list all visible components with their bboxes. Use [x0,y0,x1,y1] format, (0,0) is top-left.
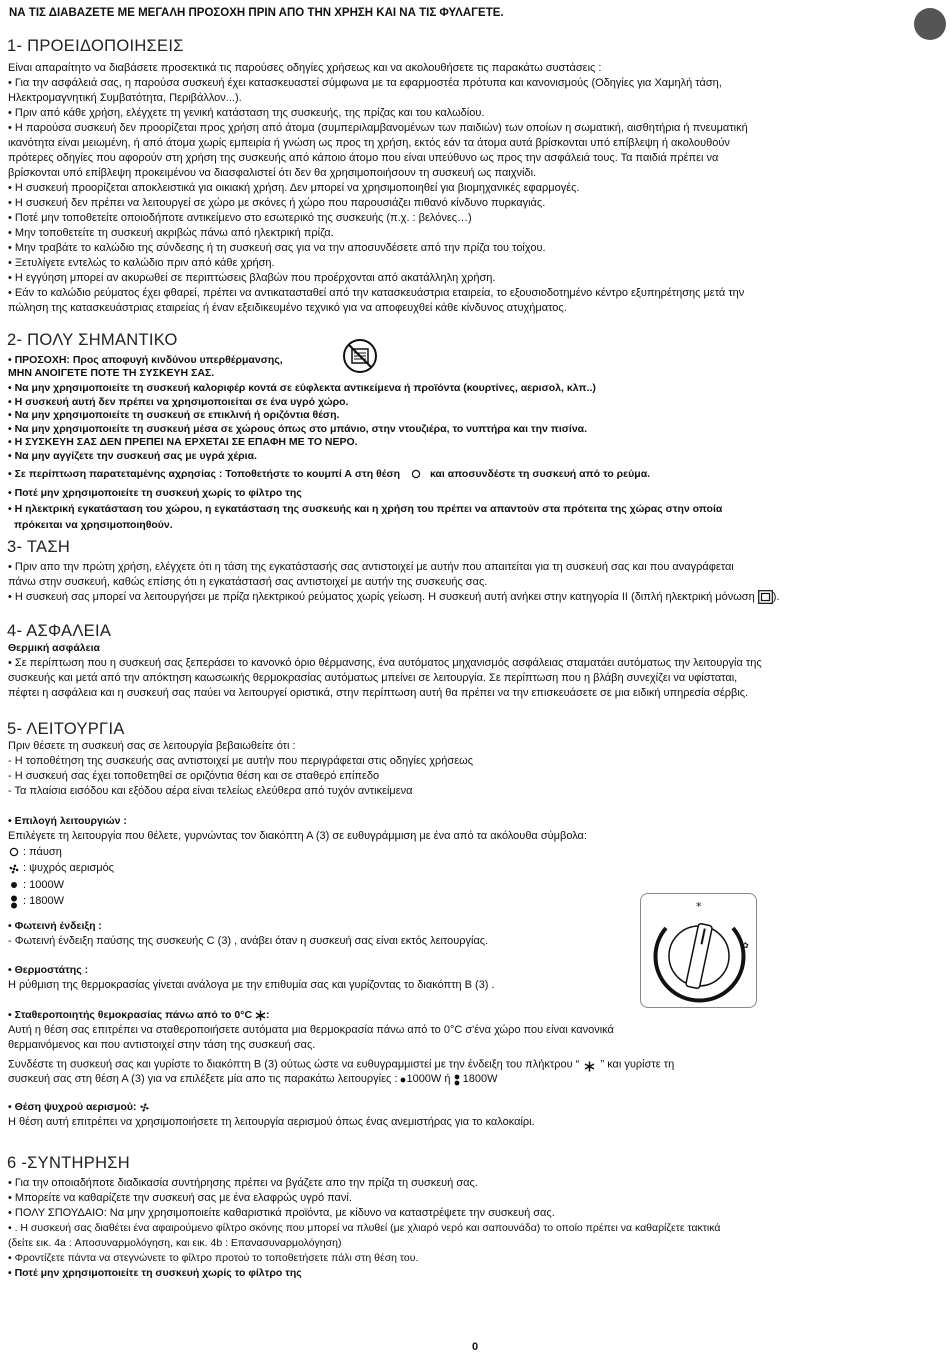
s6-line: • Ποτέ μην χρησιμοποιείτε τη συσκευή χωρίς το φίλτρο της [8,1267,302,1279]
s1-line: • Η συσκευή προορίζεται αποκλειστικά για οικιακή χρήση. Δεν μπορεί να χρησιμοποιηθεί για βιομηχανικές εφαρμογές. [8,182,580,194]
s3-text: • Η συσκευή σας μπορεί να λειτουργήσει με πρίζα ηλεκτρικού ρεύματος χωρίς γείωση. Η συσκευή αυτή ανήκει στην κατηγορία ΙΙ (διπλή ηλεκτρική μόνωση [8,591,755,603]
s6-line: • Φροντίζετε πάντα να στεγνώνετε το φίλτρο προτού το τοποθετήσετε πάλι στη θέση του. [8,1252,419,1264]
double-dot-icon [10,895,18,909]
mode-label: : 1000W [23,878,64,891]
s1-line: • Μην τοποθετείτε τη συσκευή ακριβώς πάνω από ηλεκτρική πρίζα. [8,227,334,239]
s2-line: • Να μην χρησιμοποιείτε τη συσκευή σε επικλινή ή οριζόντια θέση. [8,409,340,421]
s1-line: πρότερες οδηγίες που αφορούν στη χρήση της συσκευής από κάποιο άτομο που είναι υπεύθυνο ως προς την ασφάλειά τους. Τα παιδιά πρέπει να [8,152,719,164]
s5-line: - Τα πλαίσια εισόδου και εξόδου αέρα είναι τελείως ελεύθερα από τυχόν αντικείμενα [8,785,413,797]
frost-line [8,1072,944,1087]
warning-line: ΜΗΝ ΑΝΟΙΓΕΤΕ ΠΟΤΕ ΤΗ ΣΥΣΚΕΥΗ ΣΑΣ. [8,366,215,379]
s1-line: • Ξετυλίγετε εντελώς το καλώδιο πριν από κάθε χρήση. [8,257,275,269]
mode-selection-title: • Επιλογή λειτουργιών : [8,815,127,827]
mode-selection-text: Επιλέγετε τη λειτουργία που θέλετε, γυρνώντας τον διακόπτη Α (3) σε ευθυγράμμιση με ένα από τα ακόλουθα σύμβολα: [8,830,587,842]
section-5-intro [8,739,944,799]
section-5-title: 5- ΛΕΙΤΟΥΡΓΙΑ [7,720,125,738]
asterisk-icon [255,1010,266,1021]
s1-line: • Πριν από κάθε χρήση, ελέγχετε τη γενική κατάσταση της συσκευής, της πρίζας και του καλωδίου. [8,107,485,119]
page-number: 0 [472,1341,479,1353]
single-dot-icon [10,881,18,889]
s6-line: • Για την οποιαδήποτε διαδικασία συντήρησης πρέπει να βγάζετε απο την πρίζα τη συσκευή σας. [8,1177,478,1189]
mode-1000w [8,877,944,894]
s5-line: - Η τοποθέτηση της συσκευής σας αντιστοιχεί με αυτήν που περιγράφεται στις οδηγίες χρήσεως [8,755,473,767]
s2-line: • Να μην χρησιμοποιείτε τη συσκευή μέσα σε χώρους όπως στο μπάνιο, στην ντουζιέρα, το νυπτήρα και την πισίνα. [8,422,588,435]
s1-line: • Η παρούσα συσκευή δεν προορίζεται προς χρήση από άτομα (συμπεριλαμβανομένων των παιδιών) των οποίων η σωματική, αισθητήρια ή πνευματική [8,122,748,134]
frost-line [8,1057,944,1072]
thermostat-text: Η ρύθμιση της θερμοκρασίας γίνεται ανάλογα με την επιθυμία σας και γυρίζοντας το διακόπτη Β (3) . [8,979,495,991]
pause-line [8,467,944,483]
light-text: - Φωτεινή ένδειξη παύσης της συσκευής C (3) , ανάβει όταν η συσκευή σας είναι εκτός λειτουργίας. [8,935,489,947]
s6-line: • . Η συσκευή σας διαθέτει ένα αφαιρούμενο φίλτρο σκόνης που μπορεί να πλυθεί (με χλιαρό νερό και σαπουνάδα) το οποίο πρέπει να καθαρίζετε τακτικά [8,1222,721,1234]
mode-pause [8,844,944,861]
double-dot-icon [454,1074,460,1086]
section-1-body [8,61,944,316]
s4-line: • Σε περίπτωση που η συσκευή σας ξεπεράσει το κανονκό όριο θέρμανσης, ένα αυτόματος μηχανισμός ασφάλειας σταματάει αυτόματως την λειτουργία της [8,657,762,669]
light-indicator [8,919,944,949]
frost-title-line: • Σταθεροποιητής θεμοκρασίας πάνω από το 0°C : [8,1009,270,1021]
s2-line: • Η ΣΥΣΚΕΥΗ ΣΑΣ ΔΕΝ ΠΡΕΠΕΙ ΝΑ ΕΡΧΕΤΑΙ ΣΕ ΕΠΑΦΗ ΜΕ ΤΟ ΝΕΡΟ. [8,436,358,448]
svg-text:✿: ✿ [742,941,749,950]
thermostat-knob-figure [640,893,757,1008]
s1-line: Είναι απαραίτητο να διαβάσετε προσεκτικά τις παρούσες οδηγίες χρήσεως και να ακολουθήσετε τις παρακάτω συστάσεις : [8,62,602,74]
double-insulation-icon [758,590,773,604]
s2-line: • Η ηλεκτρική εγκατάσταση του χώρου, η εγκατάσταση της συσκευής και η χρήση του πρέπει να απαντούν στα πρότειτα της χώρας στην οποία [8,503,723,515]
section-2-title: 2- ΠΟΛΥ ΣΗΜΑΝΤΙΚΟ [7,331,178,349]
s3-text: ). [772,591,780,603]
frost-text: ” και γυρίστε τη [600,1058,675,1071]
pause-text: • Σε περίπτωση παρατεταμένης αχρησίας : Τοποθετήστε το κουμπί Α στη θέση [8,468,401,480]
section-3-body [8,560,944,605]
s6-line: • Μπορείτε να καθαρίζετε την συσκευή σας με ένα ελαφρώς υγρό πανί. [8,1192,352,1204]
section-6-title: 6 -ΣΥΝΤΗΡΗΣΗ [7,1154,131,1172]
s2-line: • Να μην χρησιμοποιείτε τη συσκευή καλοριφέρ κοντά σε εύφλεκτα αντικείμενα ή προϊόντα (κουρτίνες, αερισολ, κλπ..) [8,382,596,394]
cool-title-line [8,1100,944,1115]
s4-line: πέφτει η ασφάλεια και η συσκευή σας παύει να λειτουργεί οριστικά, στην περίπτωση αυτή θα πρέπει να την επισκευάσετε σε μια ειδική υπηρεσία σέρβις. [8,687,749,699]
thermostat [8,963,944,993]
s1-line: • Για την ασφάλειά σας, η παρούσα συσκευή έχει κατασκευαστεί σύμφωνα με τα εφαρμοστέα πρότυπα και κανονισμούς (Οδηγίες για Χαμηλή τάση, [8,77,722,89]
mode-label: : πάυση [23,845,62,858]
s1-line: πώληση της κατασκευάστριας εταιρείας ή έναν εξειδικευμένο τεχνικό για να αποφευχθεί κάθε κίνδυνος ατυχήματος. [8,302,567,314]
s2-line: • Να μην αγγίζετε την συσκευή σας με υγρά χέρια. [8,449,257,462]
mode-selection [8,814,944,910]
s2-line: πρόκειται να χρησιμοποιηθούν. [14,518,173,531]
s6-line: • ΠΟΛΥ ΣΠΟΥΔΑΙΟ: Να μην χρησιμοποιείτε καθαριστικά προϊόντα, με κίδυνο να καταστρέψετε την συσκευή σας. [8,1207,555,1219]
warning-line: • ΠΡΟΣΟΧΗ: Προς αποφυγή κινδύνου υπερθέρμανσης, [8,354,283,366]
s2-line: • Η συσκευή αυτή δεν πρέπει να χρησιμοποιείται σε ένα υγρό χώρο. [8,395,349,408]
frost-line: θερμαινόμενος και που αντιστοιχεί στην τάση της συσκευή σας. [8,1039,316,1051]
s1-line: • Ποτέ μην τοποθετείτε οποιοδήποτε αντικείμενο στο εσωτερικό της συσκευής (π.χ. : βελόνες…) [8,212,472,224]
section-4-body [8,641,944,701]
mode-cool-fan [8,861,944,878]
asterisk-icon [584,1061,595,1072]
mode-label: : ψυχρός αερισμός [23,862,114,875]
s5-line: - Η συσκευή σας έχει τοποθετηθεί σε οριζόντια θέση και σε σταθερό επίπεδο [8,770,380,782]
s1-line: βρίσκονται υπό επίβλεψη προκειμένου να διασφαλιστεί ότι δεν θα χρησιμοποιήσουν τη συσκευή ως παιχνίδι. [8,167,537,179]
cool-fan [8,1100,944,1130]
s4-line: συσκευής και μετά από την απόκτηση καωσωικής θερμοκρασίας αυτόματως μπείνει σε λειτουργία. Σε περίπτωση που η βλάβη συνεχίζει να υφίσταται, [8,672,738,684]
frost-line: Αυτή η θέση σας επιτρέπει να σταθεροποιήσετε αυτόματα μια θερμοκρασία πάνω από το 0°C σ'ένα χώρο που είναι κανονικά [8,1024,614,1036]
frost-protection [8,1008,944,1087]
corner-marker [914,8,946,40]
mode-label: : 1800W [23,895,64,908]
light-title: • Φωτεινή ένδειξη : [8,920,102,932]
s2-line: • Ποτέ μην χρησιμοποιείτε τη συσκευή χωρίς το φίλτρο της [8,486,302,499]
s1-line: • Η συσκευή δεν πρέπει να λειτουργεί σε χώρο με σκόνες ή χώρο που παρουσιάζει πιθανό κίνδυνο πυρκαγιάς. [8,197,546,209]
thermostat-title: • Θερμοστάτης : [8,964,89,976]
section-2-body [8,353,944,533]
mode-1800w [8,894,944,911]
section-3-title: 3- ΤΑΣΗ [7,538,71,556]
frost-text: 1000W ή [406,1073,451,1086]
s1-line: • Η εγγύηση μπορεί αν ακυρωθεί σε περιπτώσεις βλαβών που προέρχονται από ακατάλληλη χρήση. [8,272,496,284]
frost-text: συσκευή σας στη θέση Α (3) για να επιλέξετε μία απο τις παρακάτω λειτουργίες : [8,1073,398,1086]
fan-icon [8,863,20,875]
page-header: ΝΑ ΤΙΣ ΔΙΑΒΑΖΕΤΕ ΜΕ ΜΕΓΑΛΗ ΠΡΟΣΟΧΗ ΠΡΙΝ ΑΠΟ ΤΗΝ ΧΡΗΣΗ ΚΑΙ ΝΑ ΤΙΣ ΦΥΛΑΓΕΤΕ. [9,7,504,19]
frost-text: 1800W [462,1073,498,1086]
pause-circle-icon [411,469,421,479]
section-4-title: 4- ΑΣΦΑΛΕΙΑ [7,622,112,640]
s6-line: (δείτε εικ. 4a : Αποσυναρμολόγηση, και εικ. 4b : Επανασυναρμολόγηση) [8,1237,342,1249]
s1-line: • Μην τραβάτε το καλώδιο της σύνδεσης ή τη συσκευή σας για να την αποσυνδέσετε από την πρίζα του τοίχου. [8,242,546,254]
frost-text: Συνδέστε τη συσκευή σας και γυρίστε το διακόπτη Β (3) ούτως ώστε να ευθυγραμμιστεί με την ένδειξη του πλήκτρου “ [8,1058,580,1071]
s1-line: ικανότητα είναι μειωμένη, ή από άτομα χωρίς εμπειρία ή γνώση ως προς τη χρήση, εκτός εάν τα άτομα αυτά βρίσκονται υπό επίβλεψη ή ακολουθούν [8,137,730,149]
s5-line: Πριν θέσετε τη συσκευή σας σε λειτουργία βεβαιωθείτε ότι : [8,740,296,752]
s3-line [8,590,944,605]
svg-text:*: * [696,900,702,913]
pause-circle-icon [9,847,19,857]
s3-line: πάνω στην συσκευή, καθώς επίσης ότι η εγκατάστασή σας αντιστοιχεί με αυτήν της συσκευής σας. [8,576,488,588]
cool-title: • Θέση ψυχρού αερισμού: [8,1101,137,1113]
cool-text: Η θέση αυτή επιτρέπει να χρησιμοποιήσετε τη λειτουργία αερισμού όπως ένας ανεμιστήρας για το καλοκαίρι. [8,1116,535,1128]
frost-title: • Σταθεροποιητής θεμοκρασίας πάνω από το 0°C [8,1009,253,1021]
fan-icon [139,1102,150,1113]
s4-subtitle: Θερμική ασφάλεια [8,642,100,654]
knob-diagram [641,894,756,1007]
s1-line: Ηλεκτρομαγνητική Συμβατότητα, Περιβάλλον...). [8,92,242,104]
pause-text: και αποσυνδέστε τη συσκευή από το ρεύμα. [429,468,651,480]
section-6-body [8,1176,944,1281]
s3-line: • Πριν απο την πρώτη χρήση, ελέγχετε ότι η τάση της εγκατάστασής σας αντιστοιχεί με αυτήν που απαιτείται για τη συσκευή σας και που αναγράφεται [8,561,734,573]
section-1-title: 1- ΠΡΟΕΙΔΟΠΟΙΗΣΕΙΣ [7,37,184,55]
s1-line: • Εάν το καλώδιο ρεύματος έχει φθαρεί, πρέπει να αντικατασταθεί από την κατασκευάστρια εταιρεία, το εξουσιοδοτημένο κέντρο εξυπηρέτησης μετά την [8,287,745,299]
